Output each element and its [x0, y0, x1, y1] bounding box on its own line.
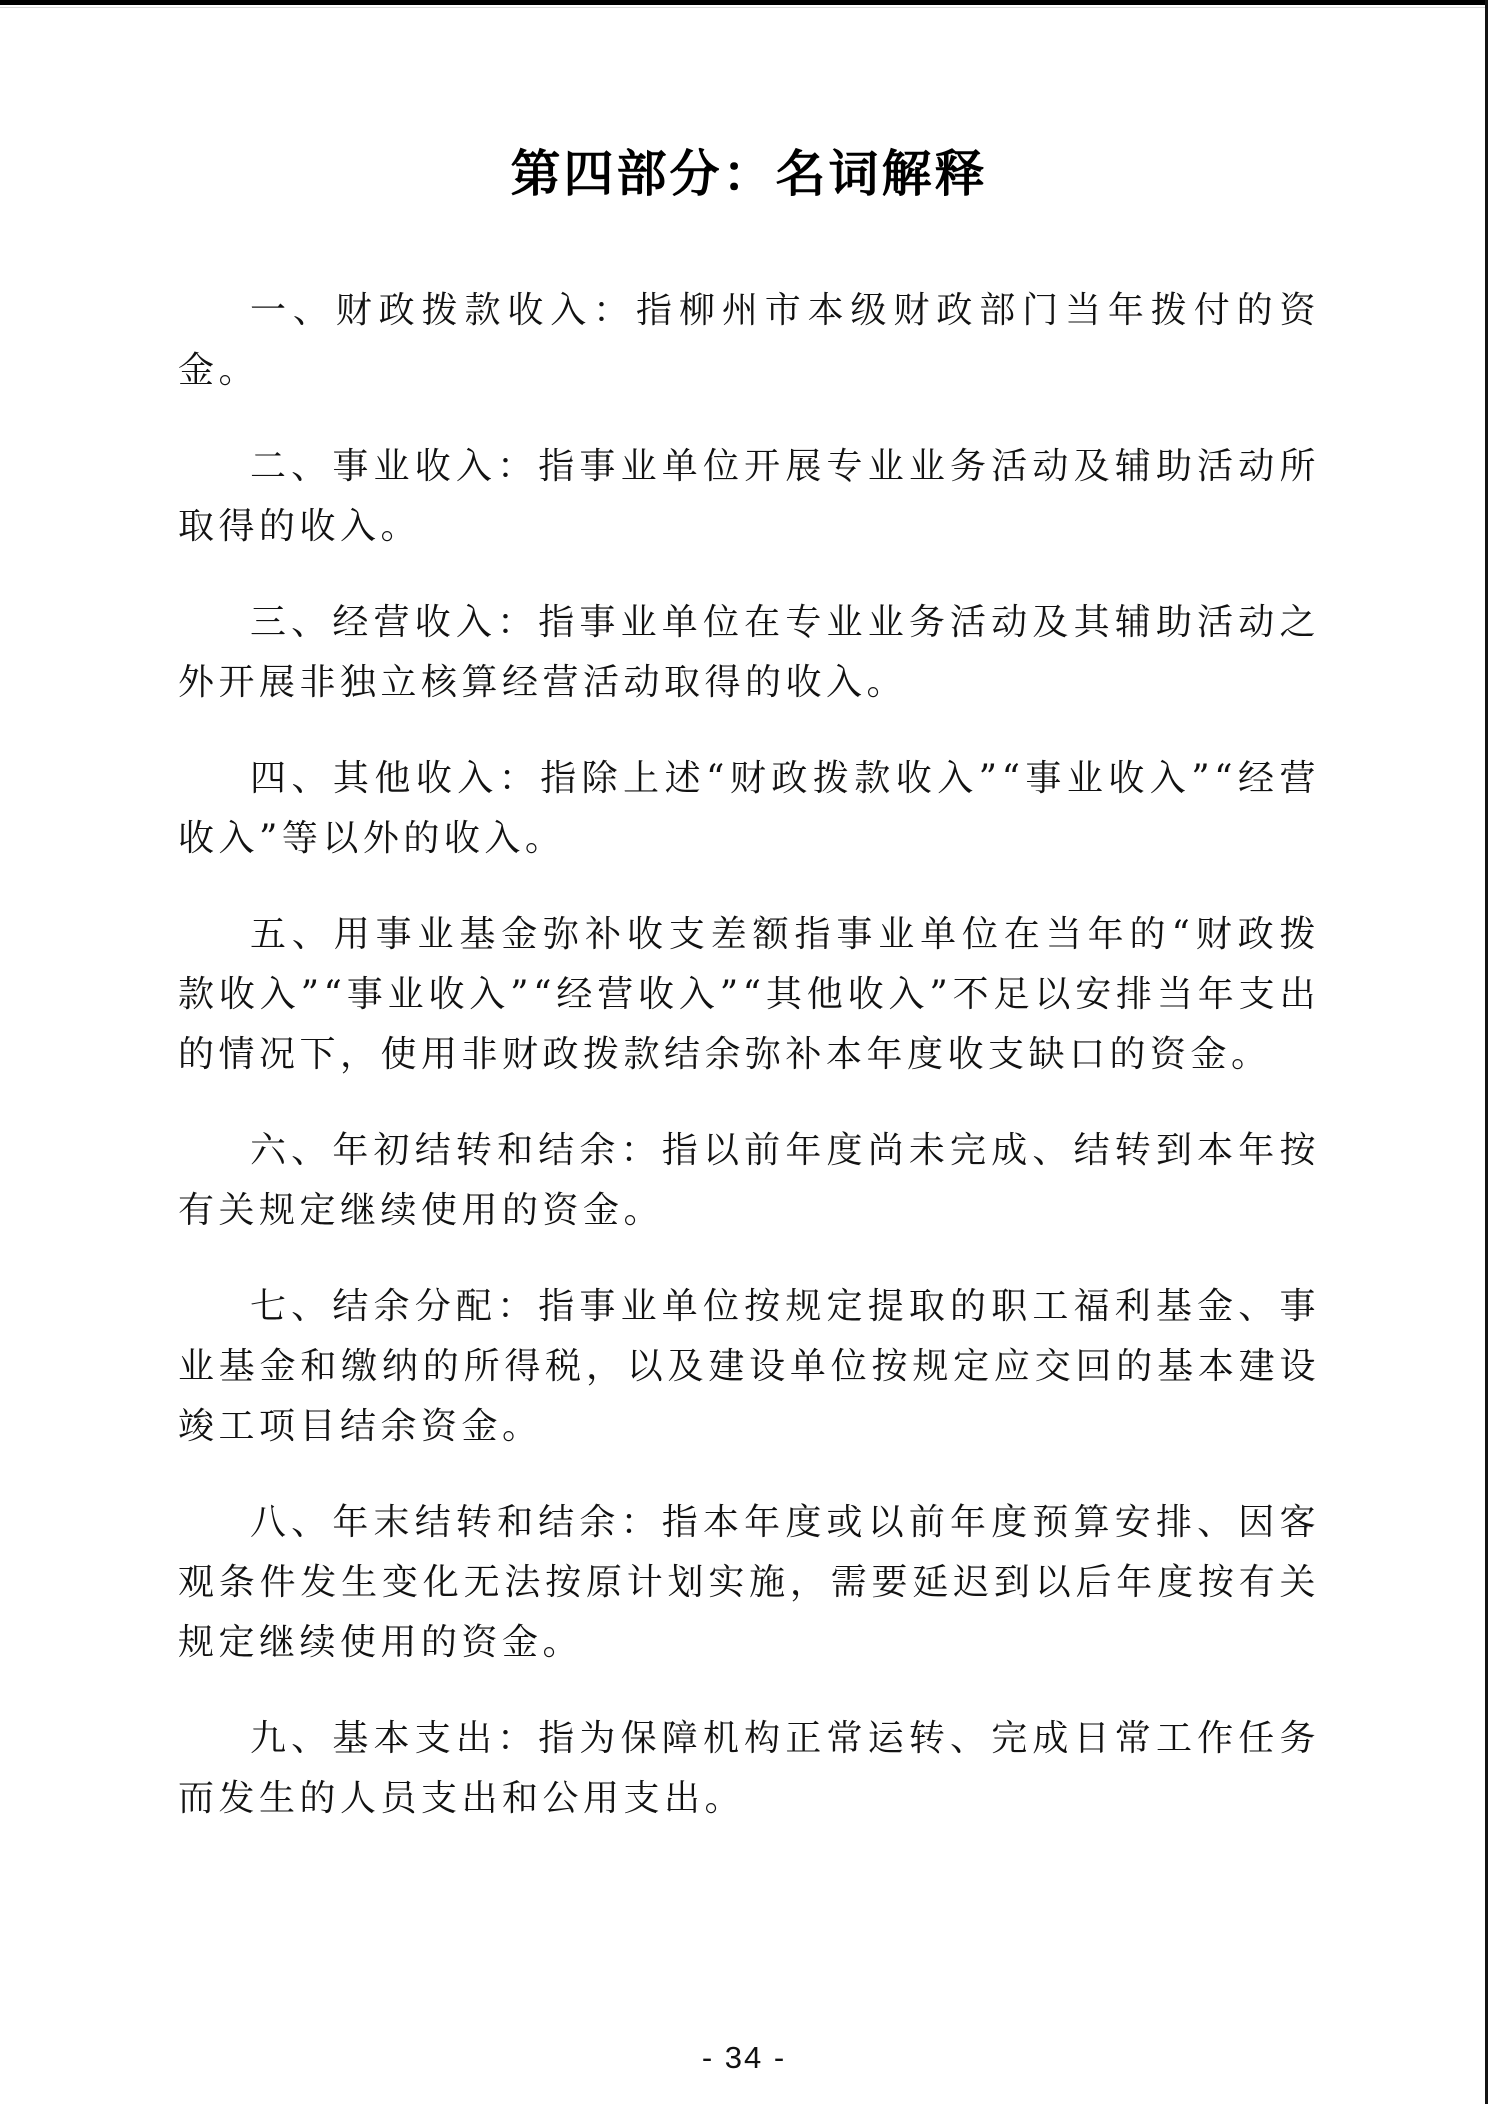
glossary-paragraph: 二、事业收入：指事业单位开展专业业务活动及辅助活动所取得的收入。: [178, 446, 1320, 547]
page-content: [178, 0, 1320, 1829]
glossary-paragraph: 五、用事业基金弥补收支差额指事业单位在当年的“财政拨款收入”“事业收入”“经营收入”“其他收入”不足以安排当年支出的情况下，使用非财政拨款结余弥补本年度收支缺口的资金。: [178, 914, 1320, 1075]
glossary-paragraph: 九、基本支出：指为保障机构正常运转、完成日常工作任务而发生的人员支出和公用支出。: [178, 1718, 1320, 1819]
glossary-paragraph: 四、其他收入：指除上述“财政拨款收入”“事业收入”“经营收入”等以外的收入。: [178, 758, 1320, 859]
glossary-paragraph: 七、结余分配：指事业单位按规定提取的职工福利基金、事业基金和缴纳的所得税，以及建设单位按规定应交回的基本建设竣工项目结余资金。: [178, 1286, 1320, 1447]
page-number: - 34 -: [701, 2040, 787, 2075]
glossary-paragraph: 六、年初结转和结余：指以前年度尚未完成、结转到本年按有关规定继续使用的资金。: [178, 1130, 1320, 1231]
page-title: 第四部分：名词解释: [510, 146, 988, 202]
glossary-paragraph: 三、经营收入：指事业单位在专业业务活动及其辅助活动之外开展非独立核算经营活动取得的收入。: [178, 602, 1320, 703]
glossary-paragraph: 八、年末结转和结余：指本年度或以前年度预算安排、因客观条件发生变化无法按原计划实施，需要延迟到以后年度按有关规定继续使用的资金。: [178, 1502, 1320, 1663]
glossary-paragraphs: [178, 281, 1320, 1829]
glossary-paragraph: 一、财政拨款收入：指柳州市本级财政部门当年拨付的资金。: [178, 290, 1320, 391]
